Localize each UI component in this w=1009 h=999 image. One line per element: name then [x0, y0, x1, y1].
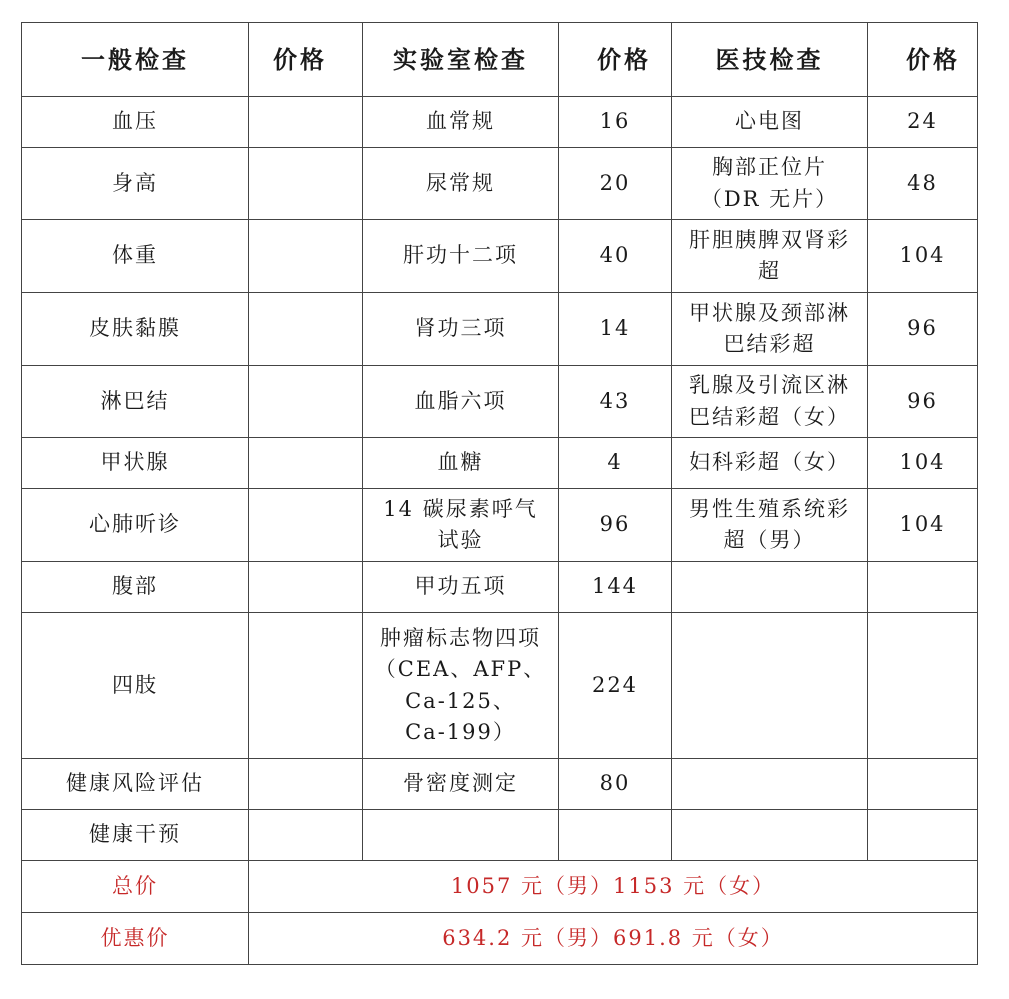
general-exam-cell: 皮肤黏膜: [22, 293, 249, 366]
lab-price-cell: 40: [559, 220, 672, 293]
general-price-cell: [249, 759, 363, 810]
lab-exam-cell-line: Ca-125、: [405, 688, 516, 713]
tech-exam-cell: [672, 759, 868, 810]
table-row: [22, 613, 978, 759]
table-row: [22, 148, 978, 220]
discount-value: 634.2 元（男）691.8 元（女）: [249, 913, 978, 965]
lab-price-cell: 14: [559, 293, 672, 366]
lab-exam-cell: [363, 562, 559, 613]
header-tech-exam: 医技检查: [672, 23, 868, 97]
general-exam-cell: 甲状腺: [22, 438, 249, 489]
general-price-cell: [249, 810, 363, 861]
header-general-exam: 一般检查: [22, 23, 249, 97]
lab-exam-cell-line: 血常规: [426, 109, 495, 134]
table-body: [22, 97, 978, 861]
lab-exam-cell-line: 肾功三项: [414, 316, 507, 341]
table-row: [22, 438, 978, 489]
tech-price-cell: 24: [868, 97, 978, 148]
discount-label: 优惠价: [22, 913, 249, 965]
tech-exam-cell: [672, 489, 868, 562]
lab-exam-cell-line: 肝功十二项: [403, 243, 518, 268]
table-row: [22, 810, 978, 861]
tech-price-cell: 104: [868, 220, 978, 293]
lab-exam-cell-line: 血脂六项: [414, 388, 507, 413]
tech-exam-cell-line: （DR 无片）: [700, 186, 839, 211]
lab-exam-cell: [363, 366, 559, 438]
lab-exam-cell-line: Ca-199）: [405, 720, 516, 744]
tech-price-cell: 104: [868, 489, 978, 562]
table-row: [22, 366, 978, 438]
tech-exam-cell: [672, 438, 868, 489]
total-row: [22, 861, 978, 913]
tech-price-cell: 96: [868, 366, 978, 438]
tech-exam-cell: [672, 97, 868, 148]
general-exam-cell: 健康风险评估: [22, 759, 249, 810]
lab-price-cell: [559, 810, 672, 861]
table-row: [22, 562, 978, 613]
lab-exam-cell: [363, 148, 559, 220]
general-exam-cell: 身高: [22, 148, 249, 220]
tech-exam-cell-line: 肝胆胰脾双肾彩: [689, 227, 850, 252]
general-exam-cell: 腹部: [22, 562, 249, 613]
total-label: 总价: [22, 861, 249, 913]
tech-exam-cell: [672, 148, 868, 220]
general-price-cell: [249, 220, 363, 293]
tech-exam-cell-line: 胸部正位片: [712, 155, 827, 179]
lab-exam-cell-line: 甲功五项: [414, 574, 507, 599]
header-price: 价格: [868, 23, 978, 97]
tech-exam-cell-line: 巴结彩超（女）: [689, 404, 850, 429]
lab-exam-cell-line: 试验: [437, 528, 484, 552]
general-price-cell: [249, 438, 363, 489]
lab-price-cell: 4: [559, 438, 672, 489]
tech-exam-cell-line: 超（男）: [723, 528, 816, 552]
tech-price-cell: [868, 759, 978, 810]
general-price-cell: [249, 489, 363, 562]
discount-row: [22, 913, 978, 965]
general-exam-cell: 体重: [22, 220, 249, 293]
tech-exam-cell: [672, 293, 868, 366]
lab-exam-cell: [363, 438, 559, 489]
lab-exam-cell: [363, 220, 559, 293]
general-price-cell: [249, 562, 363, 613]
tech-price-cell: [868, 810, 978, 861]
lab-exam-cell-line: 肿瘤标志物四项: [380, 625, 541, 650]
lab-price-cell: 43: [559, 366, 672, 438]
header-lab-exam: 实验室检查: [363, 23, 559, 97]
lab-exam-cell-line: 血糖: [437, 450, 484, 475]
lab-exam-cell: [363, 759, 559, 810]
tech-price-cell: 48: [868, 148, 978, 220]
tech-exam-cell-line: 甲状腺及颈部淋: [689, 300, 850, 325]
tech-exam-cell: [672, 613, 868, 759]
table-row: [22, 489, 978, 562]
total-value: 1057 元（男）1153 元（女）: [249, 861, 978, 913]
lab-exam-cell-line: 尿常规: [426, 170, 495, 195]
table-row: [22, 97, 978, 148]
general-price-cell: [249, 97, 363, 148]
general-exam-cell: 淋巴结: [22, 366, 249, 438]
lab-exam-cell-line: （CEA、AFP、: [374, 657, 547, 681]
tech-exam-cell: [672, 562, 868, 613]
tech-exam-cell: [672, 810, 868, 861]
tech-exam-cell-line: 妇科彩超（女）: [689, 450, 850, 475]
tech-exam-cell-line: 男性生殖系统彩: [689, 496, 850, 521]
lab-exam-cell: [363, 293, 559, 366]
tech-price-cell: [868, 613, 978, 759]
tech-exam-cell-line: 心电图: [735, 109, 804, 134]
general-price-cell: [249, 293, 363, 366]
lab-exam-cell: [363, 97, 559, 148]
general-exam-cell: 血压: [22, 97, 249, 148]
general-price-cell: [249, 613, 363, 759]
general-exam-cell: 心肺听诊: [22, 489, 249, 562]
lab-price-cell: 96: [559, 489, 672, 562]
table-row: [22, 220, 978, 293]
lab-exam-cell: [363, 613, 559, 759]
lab-exam-cell-line: 14 碳尿素呼气: [383, 496, 538, 521]
header-price: 价格: [249, 23, 363, 97]
lab-exam-cell-line: 骨密度测定: [403, 771, 518, 796]
tech-exam-cell-line: 乳腺及引流区淋: [689, 373, 850, 397]
table-row: [22, 293, 978, 366]
tech-price-cell: 104: [868, 438, 978, 489]
tech-price-cell: [868, 562, 978, 613]
general-price-cell: [249, 366, 363, 438]
tech-price-cell: 96: [868, 293, 978, 366]
lab-price-cell: 20: [559, 148, 672, 220]
tech-exam-cell-line: 超: [758, 259, 781, 283]
header-price: 价格: [559, 23, 672, 97]
tech-exam-cell: [672, 220, 868, 293]
price-table: [21, 22, 978, 965]
lab-price-cell: 224: [559, 613, 672, 759]
header-row: [22, 23, 978, 97]
general-price-cell: [249, 148, 363, 220]
general-exam-cell: 健康干预: [22, 810, 249, 861]
general-exam-cell: 四肢: [22, 613, 249, 759]
lab-price-cell: 144: [559, 562, 672, 613]
lab-exam-cell: [363, 489, 559, 562]
table-row: [22, 759, 978, 810]
lab-price-cell: 80: [559, 759, 672, 810]
tech-exam-cell: [672, 366, 868, 438]
lab-exam-cell: [363, 810, 559, 861]
lab-price-cell: 16: [559, 97, 672, 148]
tech-exam-cell-line: 巴结彩超: [723, 332, 816, 356]
